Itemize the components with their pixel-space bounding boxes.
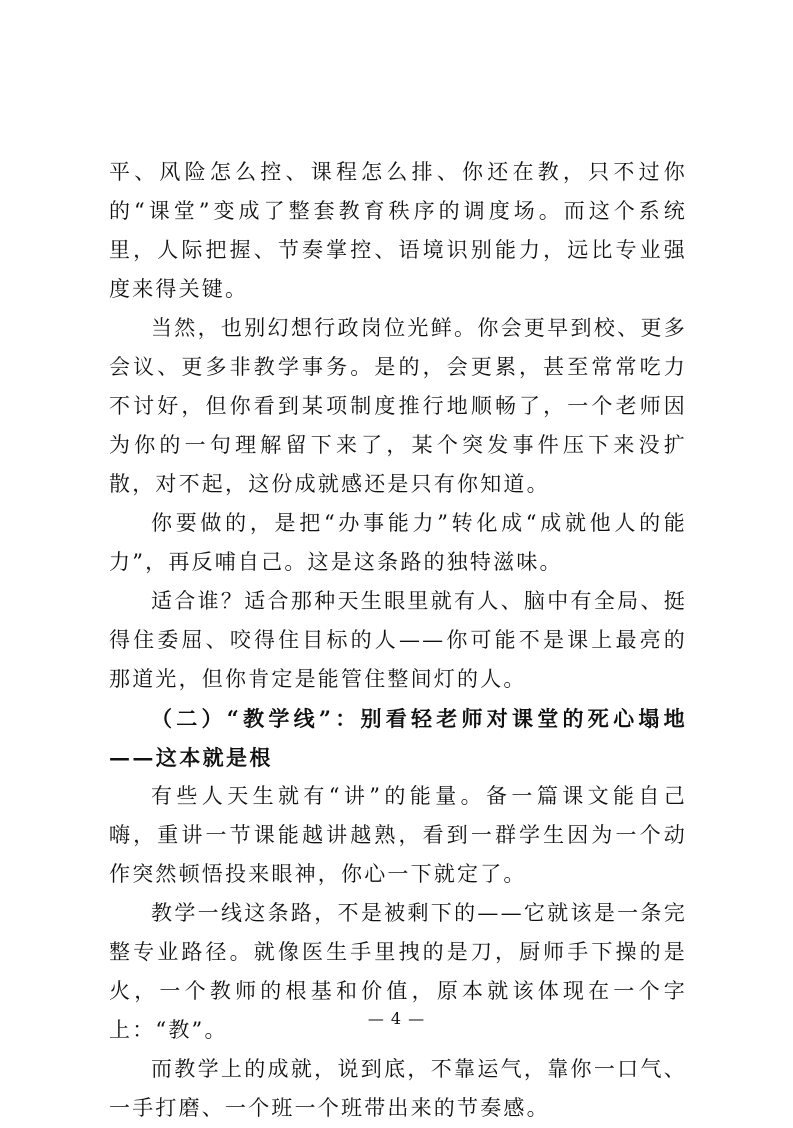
section-heading: （二）“教学线”：别看轻老师对课堂的死心塌地——这本就是根 bbox=[109, 706, 687, 770]
paragraph: 有些人天生就有“讲”的能量。备一篇课文能自己嗨，重讲一节课能越讲越熟，看到一群学生因为一个动作突然顿悟投来眼神，你心一下就定了。 bbox=[109, 784, 687, 886]
paragraph: 当然，也别幻想行政岗位光鲜。你会更早到校、更多会议、更多非教学事务。是的，会更累，甚至常常吃力不讨好，但你看到某项制度推行地顺畅了，一个老师因为你的一句理解留下来了，某个突发事件压下来没扩散，对不起，这份成就感还是只有你知道。 bbox=[109, 316, 687, 496]
paragraph: 教学一线这条路，不是被剩下的——它就该是一条完整专业路径。就像医生手里拽的是刀，厨师手下操的是火，一个教师的根基和价值，原本就该体现在一个字上：“教”。 bbox=[109, 901, 687, 1042]
document-body bbox=[109, 153, 687, 1128]
page-number: — 4 — bbox=[367, 1009, 426, 1028]
paragraph: 你要做的，是把“办事能力”转化成“成就他人的能力”，再反哺自己。这是这条路的独特滋味。 bbox=[109, 511, 687, 574]
paragraph-continuation: 平、风险怎么控、课程怎么排、你还在教，只不过你的“课堂”变成了整套教育秩序的调度场。而这个系统里，人际把握、节奏掌控、语境识别能力，远比专业强度来得关键。 bbox=[109, 160, 687, 301]
paragraph: 适合谁？适合那种天生眼里就有人、脑中有全局、挺得住委屈、咬得住目标的人——你可能不是课上最亮的那道光，但你肯定是能管住整间灯的人。 bbox=[109, 589, 687, 691]
paragraph: 而教学上的成就，说到底，不靠运气，靠你一口气、一手打磨、一个班一个班带出来的节奏感。 bbox=[109, 1057, 687, 1120]
